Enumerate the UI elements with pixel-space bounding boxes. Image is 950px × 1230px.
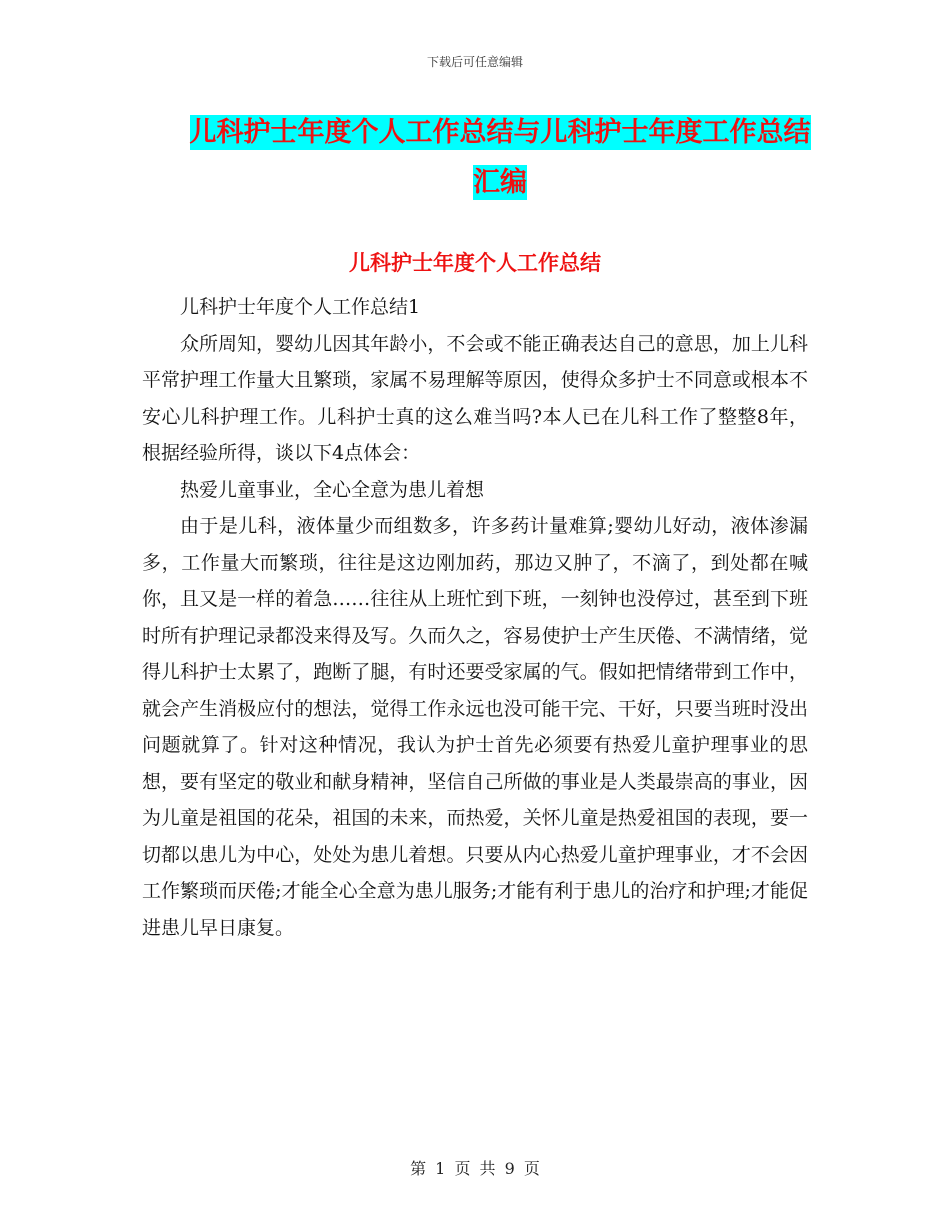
paragraph-subheading: 热爱儿童事业，全心全意为患儿着想: [180, 478, 485, 501]
paragraph-subheading: 儿科护士年度个人工作总结1: [180, 296, 421, 318]
header-note: 下载后可任意编辑: [426, 55, 523, 69]
page-number: 第 1 页 共 9 页: [410, 1159, 540, 1178]
paragraph: 由于是儿科，液体量少而组数多，许多药计量难算;婴幼儿好动，液体渗漏多，工作量大而繁琐，往往是这边刚加药，那边又肿了，不滴了，到处都在喊你，且又是一样的着急……往往从上班忙到下班，一刻钟也没停过，甚至到下班时所有护理记录都没来得及写。久而久之，容易使护士产生厌倦、不满情绪，觉得儿科护士太累了，跑断了腿，有时还要受家属的气。假如把情绪带到工作中，就会产生消极应付的想法，觉得工作永远也没可能干完、干好，只要当班时没出问题就算了。针对这种情况，我认为护士首先必须要有热爱儿童护理事业的思想，要有坚定的敬业和献身精神，坚信自己所做的事业是人类最崇高的事业，因为儿童是祖国的花朵，祖国的未来，而热爱，关怀儿童是热爱祖国的表现，要一切都以患儿为中心，处处为患儿着想。只要从内心热爱儿童护理事业，才不会因工作繁琐而厌倦;才能全心全意为患儿服务;才能有利于患儿的治疗和护理;才能促进患儿早日康复。: [142, 515, 808, 939]
paragraph: 众所周知，婴幼儿因其年龄小，不会或不能正确表达自己的意思，加上儿科平常护理工作量大且繁琐，家属不易理解等原因，使得众多护士不同意或根本不安心儿科护理工作。儿科护士真的这么难当吗?本人已在儿科工作了整整8年，根据经验所得，谈以下4点体会：: [142, 332, 808, 464]
document-title: [150, 108, 850, 208]
document-body: [142, 289, 808, 946]
section-title: 儿科护士年度个人工作总结: [349, 251, 601, 275]
document-title-line-1: 儿科护士年度个人工作总结与儿科护士年度工作总结: [189, 117, 811, 148]
document-title-line-2: 汇编: [473, 167, 527, 198]
